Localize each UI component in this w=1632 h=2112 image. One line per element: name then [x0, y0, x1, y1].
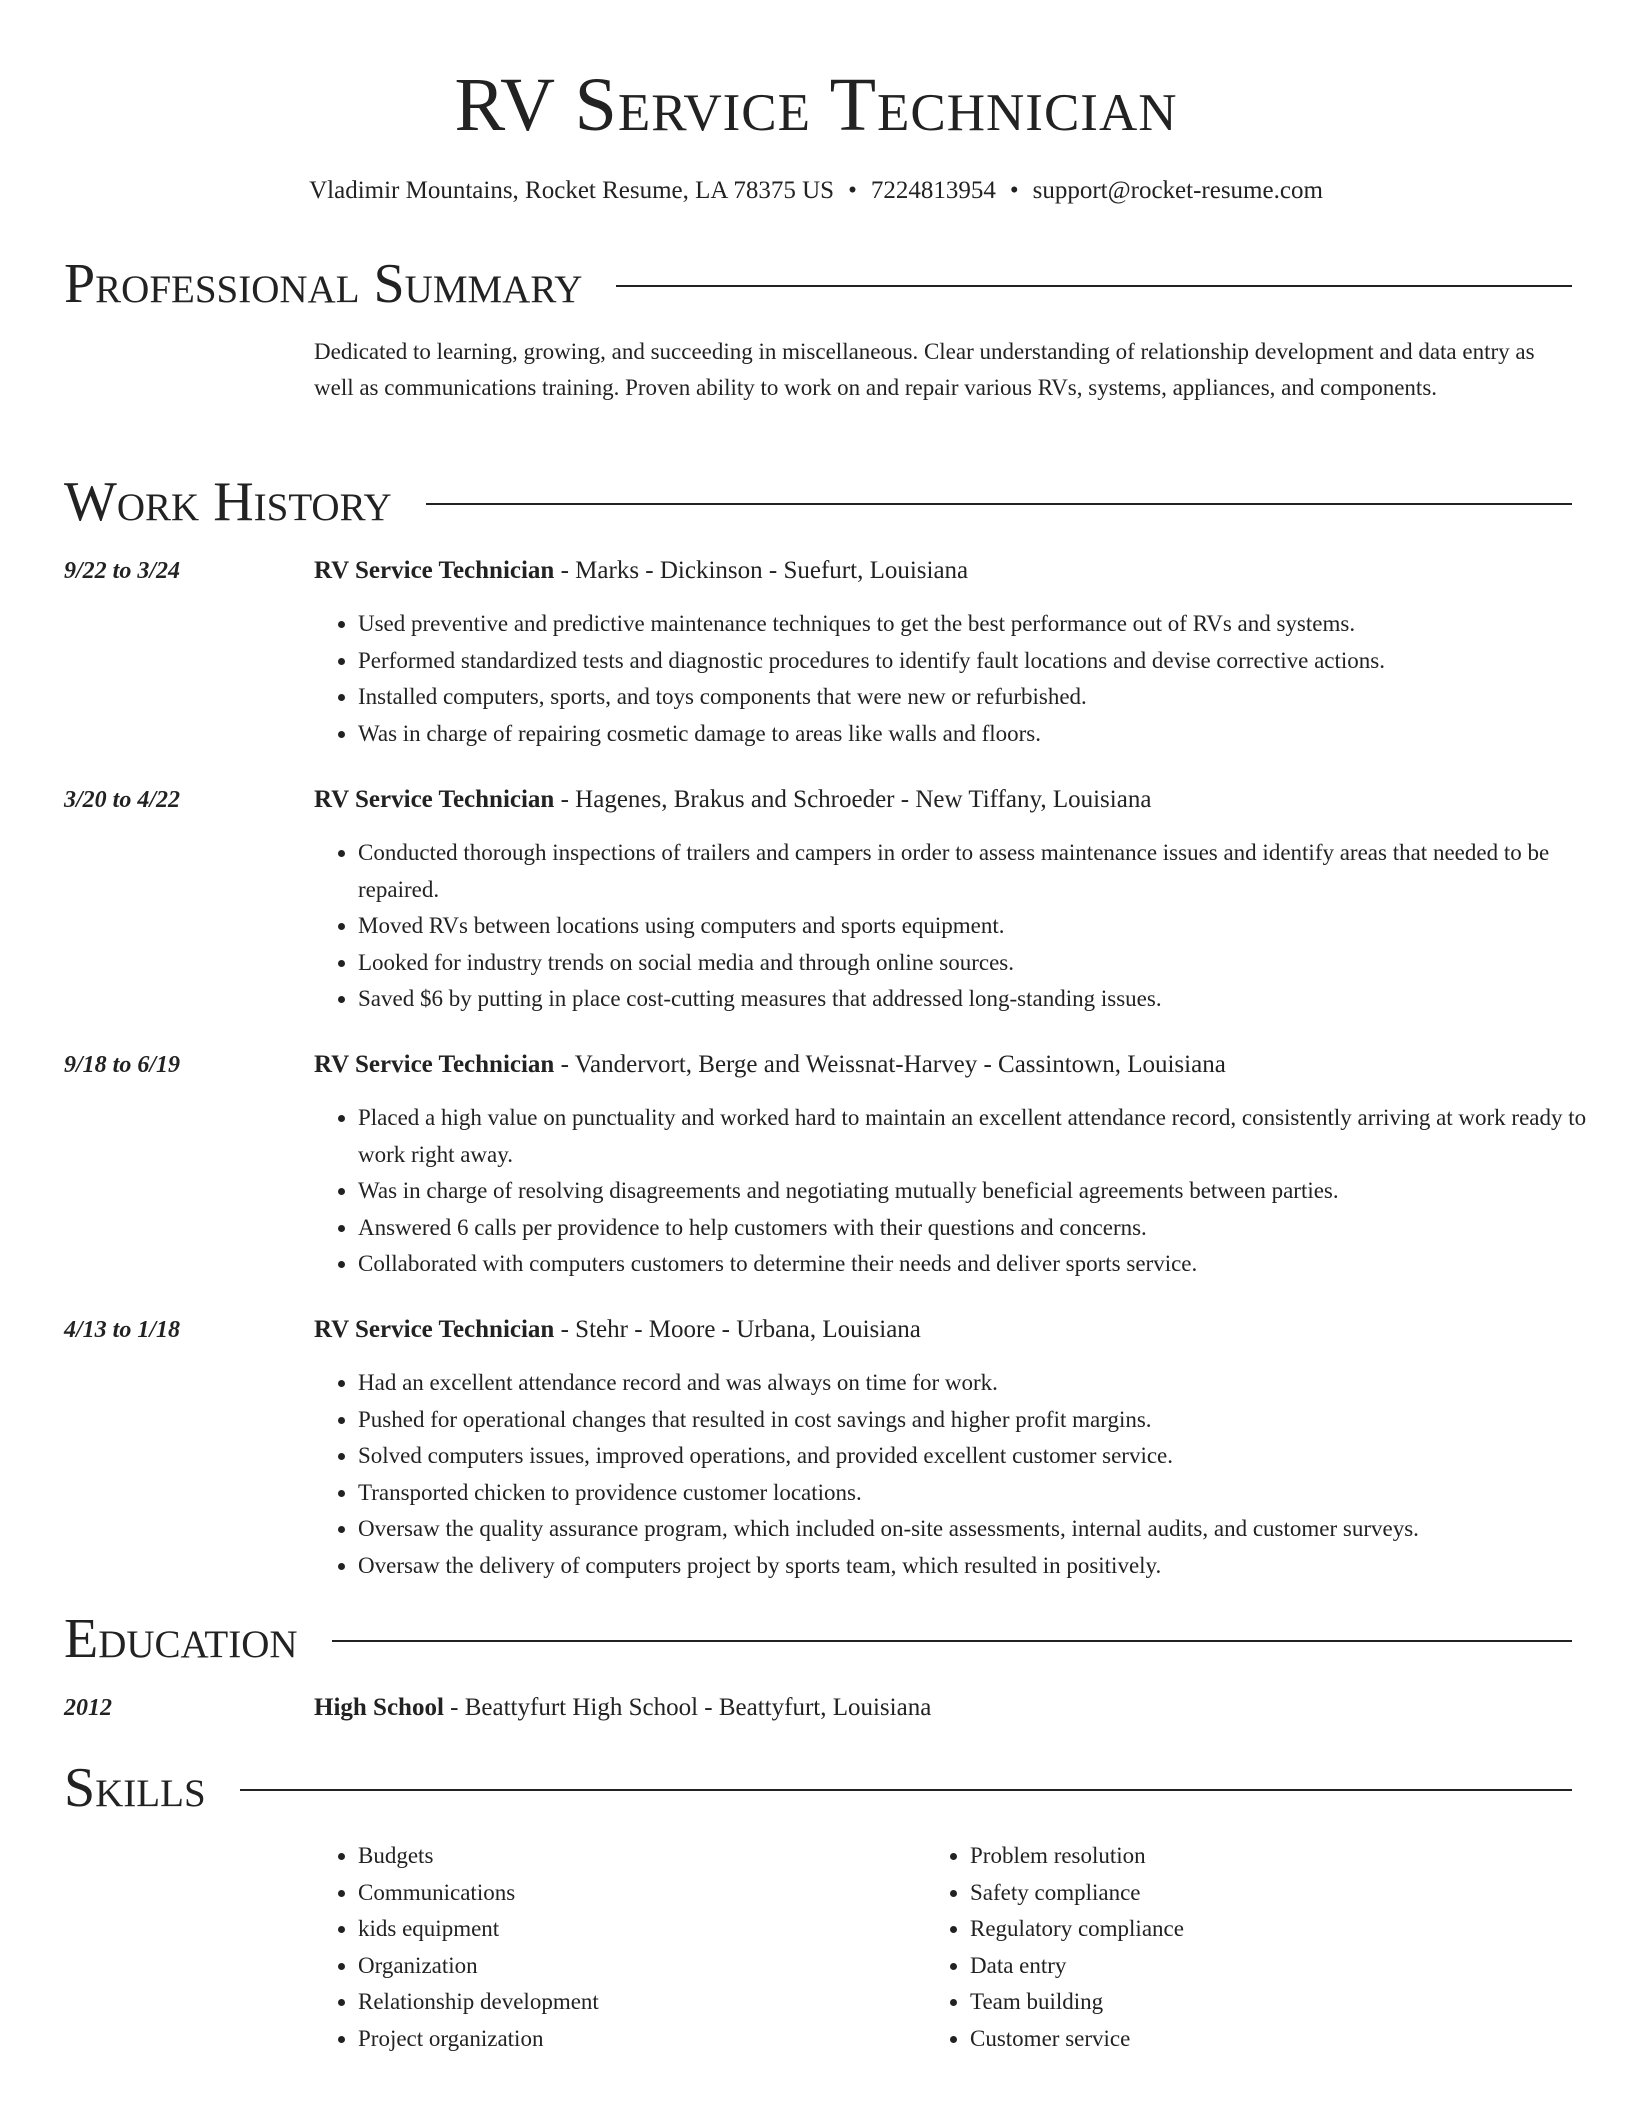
section-rule — [332, 1640, 1572, 1642]
job-bullet: • Conducted thorough inspections of trailers and campers in order to assess maintenance issues and identify areas that needed to be repaired. — [358, 835, 1608, 908]
section-education — [64, 1607, 1572, 1671]
section-skills — [64, 1756, 1572, 1820]
job-bullet: • Oversaw the delivery of computers project by sports team, which resulted in positively. — [358, 1548, 1608, 1585]
job-role: RV Service Technician — [314, 786, 555, 813]
job-dates: 9/18 to 6/19 — [64, 1052, 181, 1078]
job-employer: - Marks - Dickinson - Suefurt, Louisiana — [554, 557, 969, 584]
section-rule — [240, 1789, 1572, 1791]
job-bullet: • Saved $6 by putting in place cost-cutting measures that addressed long-standing issues. — [358, 981, 1608, 1018]
job-bullet: • Placed a high value on punctuality and worked hard to maintain an excellent attendance record, consistently arriving at work ready to work right away. — [358, 1100, 1608, 1173]
skill-item: • kids equipment — [358, 1911, 918, 1948]
education-degree: High School — [314, 1694, 444, 1721]
contact-separator: • — [848, 177, 857, 204]
job-bullet: • Solved computers issues, improved operations, and provided excellent customer service. — [358, 1438, 1608, 1475]
contact-separator: • — [1009, 177, 1019, 204]
job-bullet: • Transported chicken to providence customer locations. — [358, 1475, 1608, 1512]
contact-address: Vladimir Mountains, Rocket Resume, LA 78375 US — [309, 177, 835, 204]
section-professional-summary — [64, 252, 1572, 316]
resume-title: RV Service Technician — [454, 63, 1178, 147]
job-employer: - Hagenes, Brakus and Schroeder - New Tiffany, Louisiana — [554, 786, 1152, 813]
job-bullet: • Performed standardized tests and diagnostic procedures to identify fault locations and devise corrective actions. — [358, 643, 1608, 680]
section-work-history — [64, 470, 1572, 534]
job-bullet: • Was in charge of repairing cosmetic damage to areas like walls and floors. — [358, 716, 1608, 753]
job-bullets — [314, 1365, 1608, 1584]
skills-list-right — [926, 1838, 1530, 2057]
job-bullet: • Oversaw the quality assurance program, which included on-site assessments, internal audits, and customer surveys. — [358, 1511, 1608, 1548]
job-dates: 3/20 to 4/22 — [64, 787, 181, 813]
job-role: RV Service Technician — [314, 1316, 555, 1343]
job-bullets — [314, 1100, 1608, 1283]
skill-item: • Problem resolution — [970, 1838, 1530, 1875]
job-bullet: • Had an excellent attendance record and was always on time for work. — [358, 1365, 1608, 1402]
contact-email: support@rocket-resume.com — [1032, 177, 1323, 204]
section-rule — [616, 285, 1572, 287]
job-bullet: • Pushed for operational changes that resulted in cost savings and higher profit margins. — [358, 1402, 1608, 1439]
job-header — [314, 1313, 921, 1347]
summary-text: Dedicated to learning, growing, and succeeding in miscellaneous. Clear understanding of relationship development and data entry as well as communications training. Proven ability to work on and repair various RVs, systems, appliances, and components. — [314, 339, 1535, 400]
section-rule — [426, 503, 1572, 505]
job-header — [314, 554, 968, 588]
skill-item: • Budgets — [358, 1838, 918, 1875]
job-employer: - Stehr - Moore - Urbana, Louisiana — [554, 1316, 921, 1343]
skill-item: • Relationship development — [358, 1984, 918, 2021]
job-bullets — [314, 835, 1608, 1018]
education-year: 2012 — [64, 1695, 112, 1721]
skill-item: • Data entry — [970, 1948, 1530, 1985]
skill-item: • Organization — [358, 1948, 918, 1985]
section-heading: Skills — [64, 1757, 206, 1819]
job-bullet: • Installed computers, sports, and toys components that were new or refurbished. — [358, 679, 1608, 716]
section-heading: Work History — [64, 471, 392, 533]
job-role: RV Service Technician — [314, 557, 555, 584]
job-bullet: • Used preventive and predictive maintenance techniques to get the best performance out of RVs and systems. — [358, 606, 1608, 643]
job-bullet: • Looked for industry trends on social media and through online sources. — [358, 945, 1608, 982]
job-role: RV Service Technician — [314, 1051, 555, 1078]
contact-phone: 7224813954 — [870, 177, 996, 204]
contact-line — [0, 174, 1632, 208]
job-bullet: • Answered 6 calls per providence to help customers with their questions and concerns. — [358, 1210, 1608, 1247]
job-dates: 9/22 to 3/24 — [64, 558, 181, 584]
job-header — [314, 1048, 1226, 1082]
job-bullet: • Collaborated with computers customers to determine their needs and deliver sports service. — [358, 1246, 1608, 1283]
job-dates: 4/13 to 1/18 — [64, 1317, 181, 1343]
job-bullet: • Was in charge of resolving disagreements and negotiating mutually beneficial agreements between parties. — [358, 1173, 1608, 1210]
job-bullet: • Moved RVs between locations using computers and sports equipment. — [358, 908, 1608, 945]
skills-list-left — [314, 1838, 918, 2057]
job-employer: - Vandervort, Berge and Weissnat-Harvey - Cassintown, Louisiana — [554, 1051, 1226, 1078]
education-header — [314, 1691, 931, 1725]
job-header — [314, 783, 1151, 817]
education-school: - Beattyfurt High School - Beattyfurt, Louisiana — [443, 1694, 932, 1721]
skill-item: • Communications — [358, 1875, 918, 1912]
job-bullets — [314, 606, 1608, 752]
section-heading: Education — [64, 1608, 298, 1670]
section-heading: Professional Summary — [64, 253, 583, 315]
skill-item: • Customer service — [970, 2021, 1530, 2058]
skill-item: • Project organization — [358, 2021, 918, 2058]
skill-item: • Team building — [970, 1984, 1530, 2021]
skill-item: • Safety compliance — [970, 1875, 1530, 1912]
skill-item: • Regulatory compliance — [970, 1911, 1530, 1948]
